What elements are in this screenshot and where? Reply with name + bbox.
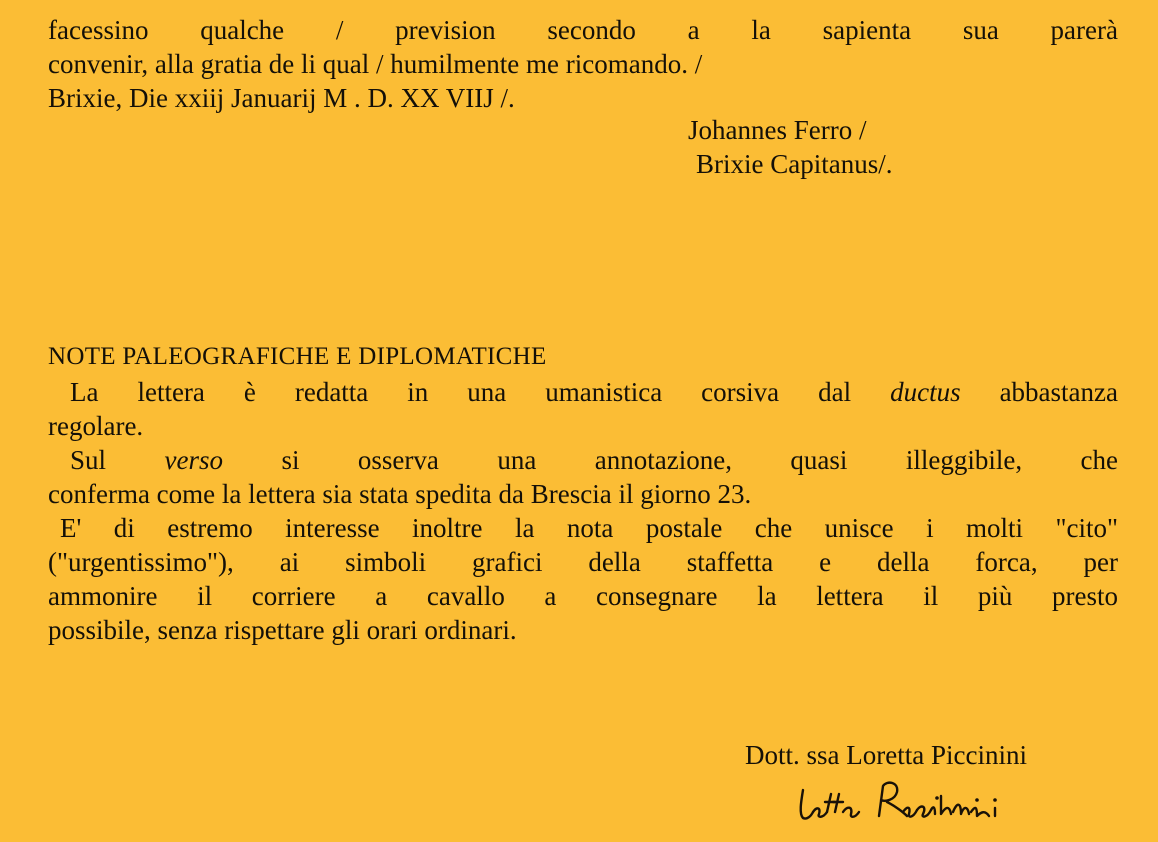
- letter-date-line: Brixie, Die xxiij Januarij M . D. XX VIIJ /.: [48, 83, 515, 113]
- notes-paragraph-3-line-4: possibile, senza rispettare gli orari ordinari.: [48, 615, 517, 645]
- notes-paragraph-3-line-2: ("urgentissimo"), ai simboli grafici della staffetta e della forca, per: [48, 547, 1118, 577]
- letter-signer-name: Johannes Ferro /: [688, 115, 867, 145]
- notes-p1-text-b: abbastanza: [999, 377, 1119, 407]
- letter-line-1: facessino qualche / prevision secondo a la sapienta sua parerà: [48, 15, 1118, 45]
- notes-paragraph-2-line-2: conferma come la lettera sia stata spedita da Brescia il giorno 23.: [48, 479, 752, 509]
- handwritten-signature: [795, 772, 1010, 832]
- notes-paragraph-1-line-1: [70, 375, 1118, 409]
- letter-line-2: convenir, alla gratia de li qual / humilmente me ricomando. /: [48, 49, 703, 79]
- notes-p1-italic-ductus: ductus: [890, 377, 961, 407]
- letter-signer-title: Brixie Capitanus/.: [696, 149, 893, 179]
- notes-paragraph-3-line-1: E' di estremo interesse inoltre la nota postale che unisce i molti "cito": [60, 513, 1118, 543]
- notes-p2-italic-verso: verso: [164, 445, 223, 475]
- notes-paragraph-2-line-1: [70, 443, 1118, 477]
- notes-p2-text-a: Sul: [70, 445, 107, 475]
- notes-p2-text-b: si osserva una annotazione, quasi illeggibile, che: [281, 445, 1119, 475]
- notes-paragraph-1-line-2: regolare.: [48, 411, 144, 441]
- notes-heading: NOTE PALEOGRAFICHE E DIPLOMATICHE: [48, 343, 547, 370]
- author-name: Dott. ssa Loretta Piccinini: [745, 740, 1027, 770]
- notes-paragraph-3-line-3: ammonire il corriere a cavallo a consegnare la lettera il più presto: [48, 581, 1118, 611]
- notes-p1-text-a: La lettera è redatta in una umanistica corsiva dal: [70, 377, 852, 407]
